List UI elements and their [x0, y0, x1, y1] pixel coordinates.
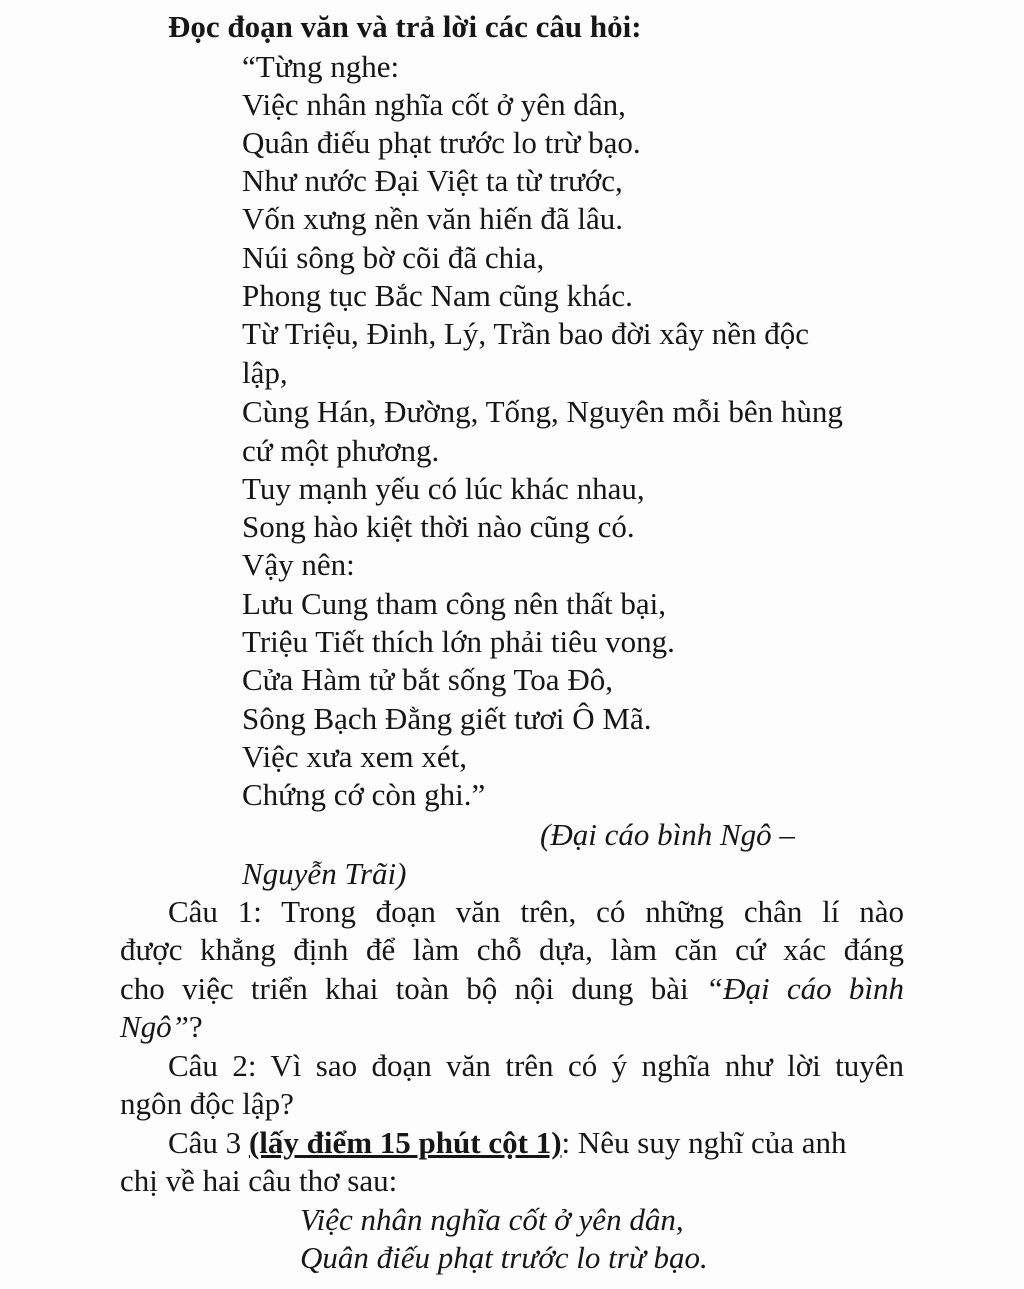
poem-line: Cửa Hàm tử bắt sống Toa Đô, — [242, 662, 613, 697]
poem-line: Quân điếu phạt trước lo trừ bạo. — [242, 125, 641, 160]
poem-line: Từ Triệu, Đinh, Lý, Trần bao đời xây nền độc — [242, 316, 810, 351]
question-1-line — [120, 970, 904, 1008]
question-1-line: Câu 1: Trong đoạn văn trên, có những chân lí nào — [168, 894, 904, 929]
question-1-title-end: Ngô” — [120, 1009, 189, 1044]
poem-line: Việc xưa xem xét, — [242, 739, 467, 774]
citation-author: Nguyễn Trãi) — [242, 856, 407, 891]
question-3-line — [168, 1124, 904, 1162]
question-1-line — [120, 1008, 904, 1046]
question-3-emphasis: (lấy điểm 15 phút cột 1) — [248, 1125, 562, 1160]
question-mark: ? — [188, 1009, 203, 1044]
poem-line: Sông Bạch Đằng giết tươi Ô Mã. — [242, 701, 652, 736]
question-1-text: cho việc triển khai toàn bộ nội dung bài — [120, 971, 689, 1006]
question-2-line: ngôn độc lập? — [120, 1086, 294, 1121]
poem-line: Lưu Cung tham công nên thất bại, — [242, 586, 667, 621]
poem-line: Triệu Tiết thích lớn phải tiêu vong. — [242, 624, 675, 659]
question-2-line: Câu 2: Vì sao đoạn văn trên có ý nghĩa như lời tuyên — [168, 1048, 904, 1083]
question-3-line: chị về hai câu thơ sau: — [120, 1163, 398, 1198]
poem-line: Núi sông bờ cõi đã chia, — [242, 240, 545, 275]
poem-line: Cùng Hán, Đường, Tống, Nguyên mỗi bên hùng — [242, 394, 843, 429]
poem-line: Song hào kiệt thời nào cũng có. — [242, 509, 635, 544]
poem-line: “Từng nghe: — [242, 49, 400, 84]
poem-line: lập, — [242, 355, 288, 390]
question-3-text: : Nêu suy nghĩ của anh — [561, 1125, 847, 1160]
question-3-prefix: Câu 3 — [168, 1125, 242, 1160]
poem-line: Tuy mạnh yếu có lúc khác nhau, — [242, 471, 645, 506]
poem-line: Vậy nên: — [242, 547, 355, 582]
instruction-heading: Đọc đoạn văn và trả lời các câu hỏi: — [168, 9, 642, 44]
poem-line: Phong tục Bắc Nam cũng khác. — [242, 278, 633, 313]
citation-source: (Đại cáo bình Ngô – — [540, 817, 795, 852]
poem-line: cứ một phương. — [242, 433, 440, 468]
poem-line: Việc nhân nghĩa cốt ở yên dân, — [242, 87, 626, 122]
question-1-title: “Đại cáo bình — [705, 971, 905, 1006]
poem-line: Chứng cớ còn ghi.” — [242, 777, 486, 812]
quoted-verse-line: Việc nhân nghĩa cốt ở yên dân, — [300, 1202, 684, 1237]
quoted-verse-line: Quân điếu phạt trước lo trừ bạo. — [300, 1240, 708, 1275]
question-1-line: được khẳng định để làm chỗ dựa, làm căn cứ xác đáng — [120, 932, 904, 967]
poem-line: Vốn xưng nền văn hiến đã lâu. — [242, 201, 623, 236]
poem-line: Như nước Đại Việt ta từ trước, — [242, 163, 623, 198]
